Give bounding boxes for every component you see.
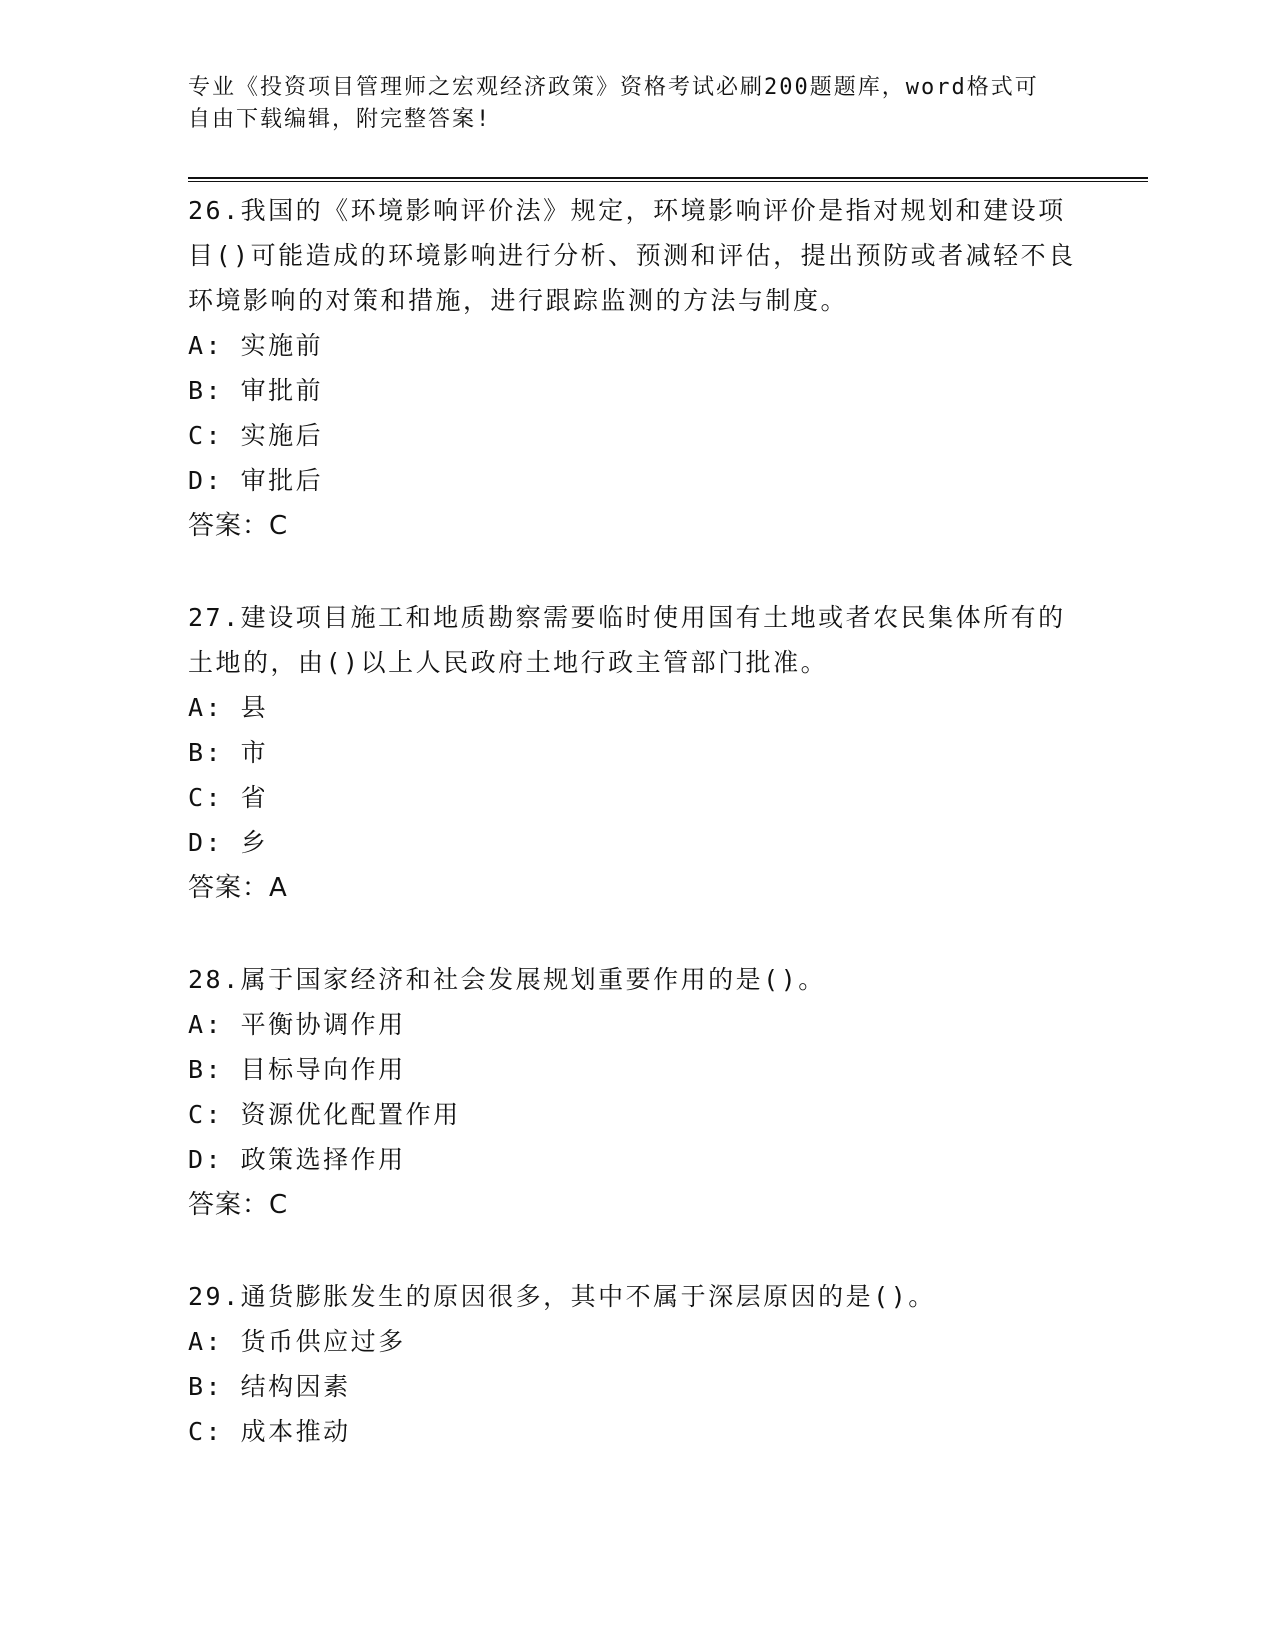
question-stem: 26.我国的《环境影响评价法》规定，环境影响评价是指对规划和建设项目()可能造成的环境影响进行分析、预测和评估，提出预防或者减轻不良环境影响的对策和措施，进行跟踪监测的方法与制度。 xyxy=(188,196,1076,315)
question-27 xyxy=(188,595,1088,911)
question-stem: 27.建设项目施工和地质勘察需要临时使用国有土地或者农民集体所有的土地的，由()以上人民政府土地行政主管部门批准。 xyxy=(188,603,1066,677)
option-b: B: 审批前 xyxy=(188,376,324,405)
option-a: A: 实施前 xyxy=(188,331,324,360)
document-header xyxy=(188,72,1088,136)
question-stem: 28.属于国家经济和社会发展规划重要作用的是()。 xyxy=(188,965,826,994)
answer-line: 答案：C xyxy=(188,511,289,541)
header-divider-thin xyxy=(188,181,1148,182)
option-c: C: 省 xyxy=(188,783,269,812)
question-stem: 29.通货膨胀发生的原因很多，其中不属于深层原因的是()。 xyxy=(188,1282,936,1311)
question-28 xyxy=(188,957,1088,1228)
option-c: C: 成本推动 xyxy=(188,1417,351,1446)
option-b: B: 目标导向作用 xyxy=(188,1055,406,1084)
option-c: C: 资源优化配置作用 xyxy=(188,1100,461,1129)
question-29 xyxy=(188,1274,1088,1454)
option-a: A: 货币供应过多 xyxy=(188,1327,406,1356)
option-c: C: 实施后 xyxy=(188,421,324,450)
option-b: B: 结构因素 xyxy=(188,1372,351,1401)
question-list xyxy=(188,188,1088,1500)
option-a: A: 平衡协调作用 xyxy=(188,1010,406,1039)
header-divider-thick xyxy=(188,177,1148,179)
option-d: D: 乡 xyxy=(188,828,269,857)
option-a: A: 县 xyxy=(188,693,269,722)
header-line-2: 自由下载编辑，附完整答案! xyxy=(188,107,492,132)
answer-line: 答案：C xyxy=(188,1190,289,1220)
option-b: B: 市 xyxy=(188,738,269,767)
option-d: D: 政策选择作用 xyxy=(188,1145,406,1174)
option-d: D: 审批后 xyxy=(188,466,324,495)
question-26 xyxy=(188,188,1088,549)
header-line-1: 专业《投资项目管理师之宏观经济政策》资格考试必刷200题题库，word格式可 xyxy=(188,75,1039,100)
answer-line: 答案：A xyxy=(188,873,288,903)
